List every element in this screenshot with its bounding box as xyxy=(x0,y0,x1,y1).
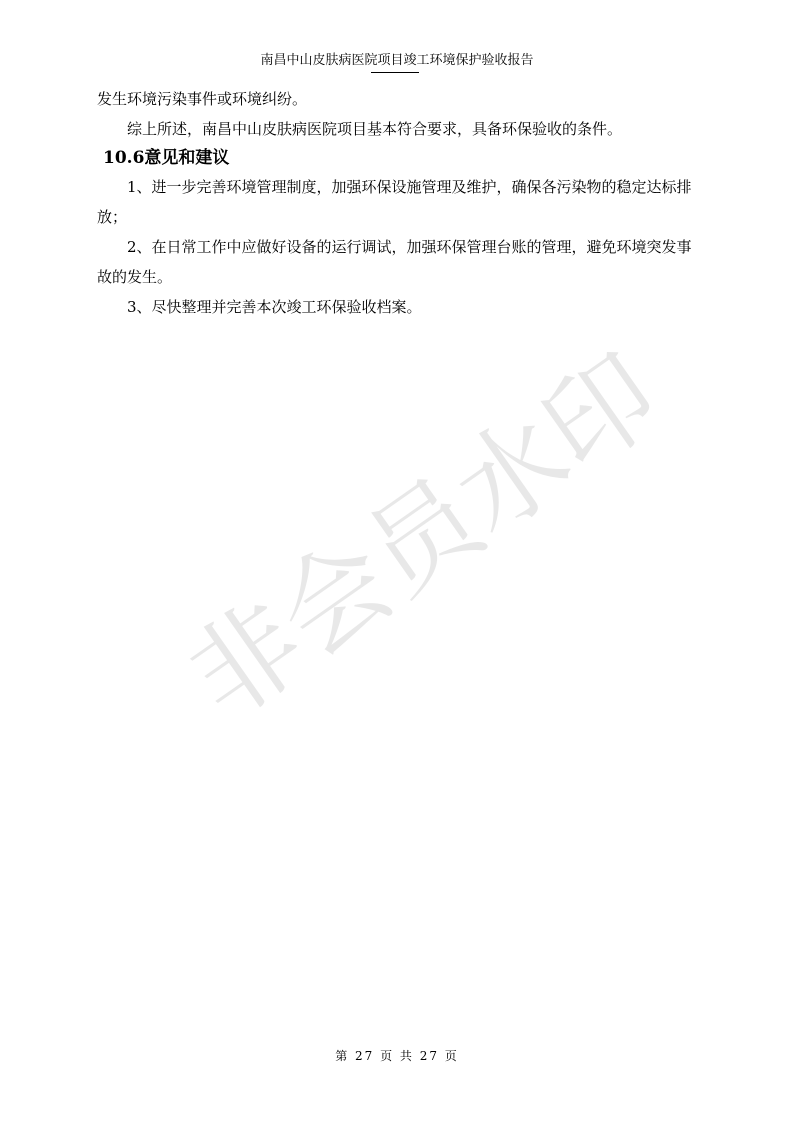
recommendation-item: 2、在日常工作中应做好设备的运行调试，加强环保管理台账的管理，避免环境突发事故的发生。 xyxy=(97,238,692,286)
recommendation-item: 3、尽快整理并完善本次竣工环保验收档案。 xyxy=(127,298,422,316)
page-number: 第 27 页 共 27 页 xyxy=(335,1049,459,1063)
recommendation-item: 1、进一步完善环境管理制度，加强环保设施管理及维护，确保各污染物的稳定达标排放； xyxy=(97,178,692,226)
header-underline xyxy=(371,72,419,73)
body-paragraph: 发生环境污染事件或环境纠纷。 xyxy=(97,90,308,108)
document-body xyxy=(97,84,697,322)
watermark: 非会员水印 xyxy=(167,331,682,744)
body-paragraph: 综上所述，南昌中山皮肤病医院项目基本符合要求，具备环保验收的条件。 xyxy=(127,120,623,138)
document-title: 南昌中山皮肤病医院项目竣工环境保护验收报告 xyxy=(260,53,534,68)
section-heading: 10.6意见和建议 xyxy=(103,148,230,168)
page-header xyxy=(0,52,794,70)
